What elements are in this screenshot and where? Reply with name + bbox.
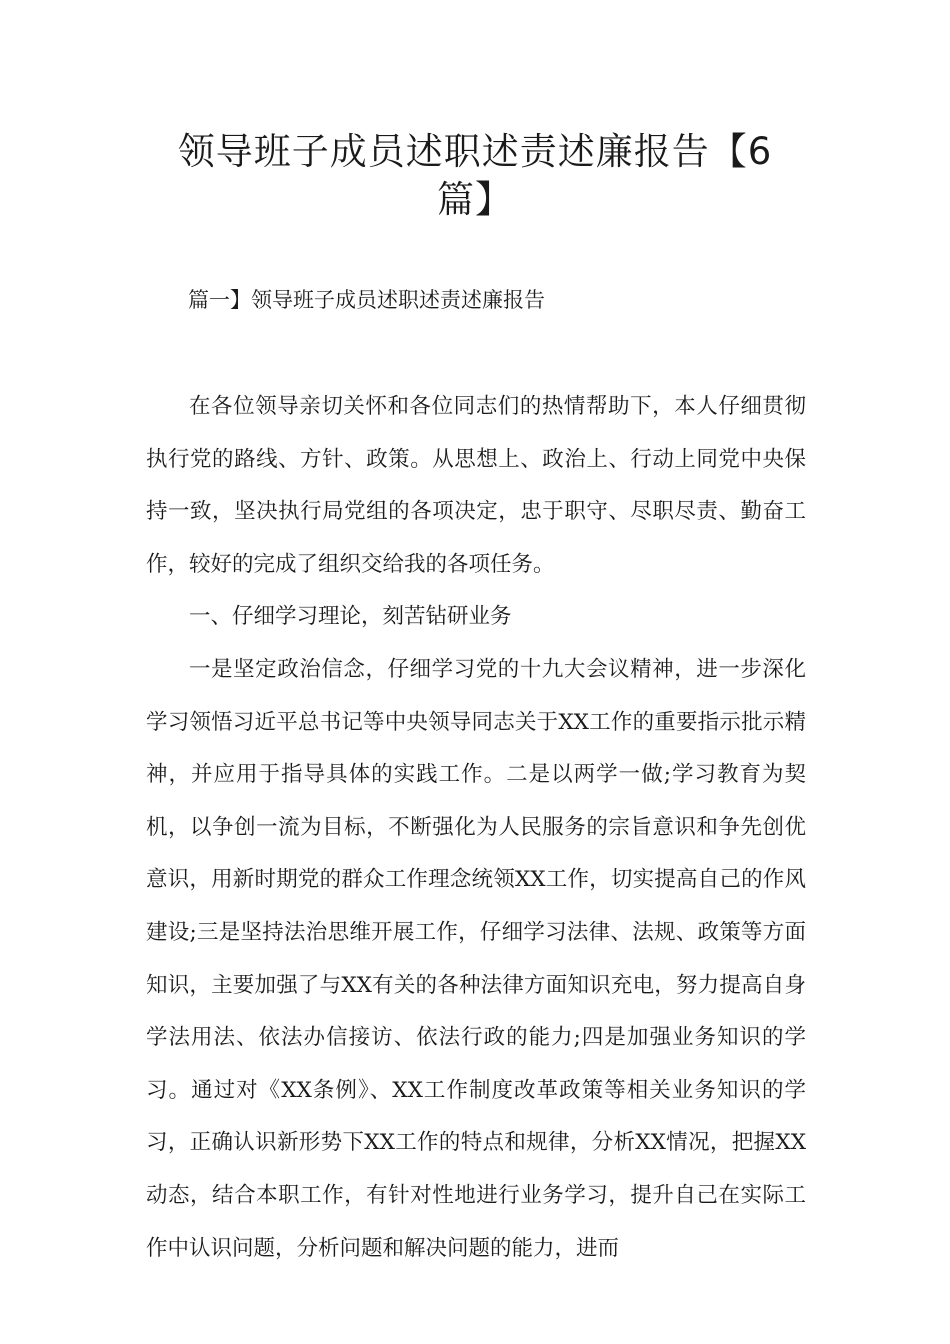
paragraph-intro: 在各位领导亲切关怀和各位同志们的热情帮助下，本人仔细贯彻执行党的路线、方针、政策。从思想上、政治上、行动上同党中央保持一致，坚决执行局党组的各项决定，忠于职守、尽职尽责、勤奋工作，较好的完成了组织交给我的各项任务。 [146,394,806,577]
document-title: 领导班子成员述职述责述廉报告【6篇】 [177,130,773,221]
paragraph-study: 一是坚定政治信念，仔细学习党的十九大会议精神，进一步深化学习领悟习近平总书记等中央领导同志关于XX工作的重要指示批示精神，并应用于指导具体的实践工作。二是以两学一做;学习教育为契机，以争创一流为目标，不断强化为人民服务的宗旨意识和争先创优意识，用新时期党的群众工作理念统领XX工作，切实提高自己的作风建设;三是坚持法治思维开展工作，仔细学习法律、法规、政策等方面知识，主要加强了与XX有关的各种法律方面知识充电，努力提高自身学法用法、依法办信接访、依法行政的能力;四是加强业务知识的学习。通过对《XX条例》、XX工作制度改革政策等相关业务知识的学习，正确认识新形势下XX工作的特点和规律，分析XX情况，把握XX动态，结合本职工作，有针对性地进行业务学习，提升自己在实际工作中认识问题，分析问题和解决问题的能力，进而 [146,656,806,1261]
paragraph-heading-one: 一、仔细学习理论，刻苦钻研业务 [189,604,512,630]
section-heading: 篇一】领导班子成员述职述责述廉报告 [188,288,545,312]
document-body [146,381,806,1275]
